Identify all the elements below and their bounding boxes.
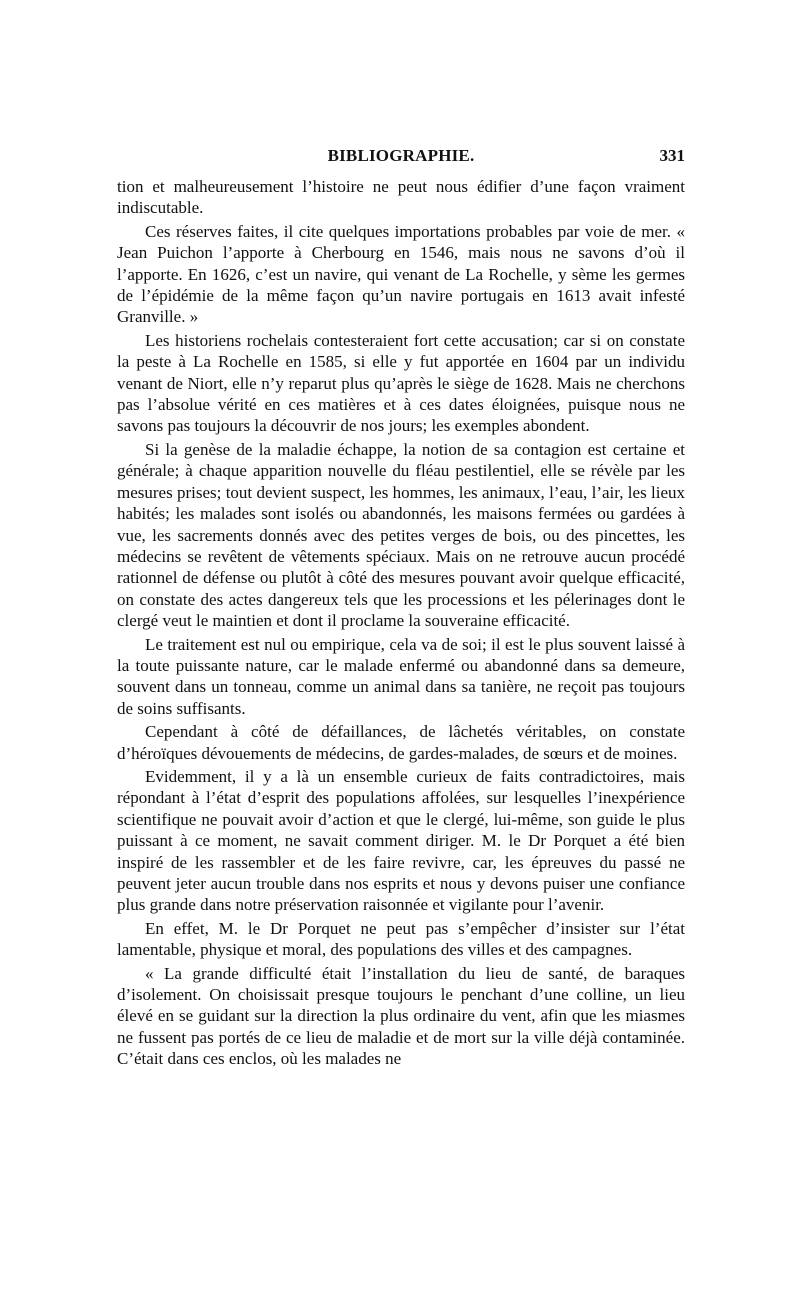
body-text <box>117 176 685 1070</box>
paragraph: Evidemment, il y a là un ensemble curieux de faits contradictoires, mais répondant à l’état d’esprit des populations affolées, sur lesquelles l’inexpérience scientifique ne pouvait avoir d’action et que le clergé, lui-même, son guide le plus puissant à ce moment, ne savait comment diriger. M. le Dr Porquet a été bien inspiré de les rassembler et de les faire revivre, car, les épreuves du passé ne peuvent jeter aucun trouble dans nos esprits et nous y devons puiser une confiance plus grande dans notre préservation raisonnée et vigilante pour l’avenir. <box>117 766 685 915</box>
paragraph: Les historiens rochelais contesteraient fort cette accusation; car si on constate la peste à La Rochelle en 1585, si elle y fut apportée en 1604 par un individu venant de Niort, elle n’y reparut plus qu’après le siège de 1628. Mais ne cherchons pas l’absolue vérité en ces matières et à ces dates éloignées, puisque nous ne savons pas toujours la découvrir de nos jours; les exemples abondent. <box>117 330 685 436</box>
page-number: 331 <box>659 146 685 165</box>
paragraph-continued: tion et malheureusement l’histoire ne peut nous édifier d’une façon vraiment indiscutable. <box>117 177 685 218</box>
paragraph: Le traitement est nul ou empirique, cela va de soi; il est le plus souvent laissé à la toute puissante nature, car le malade enfermé ou abandonné dans sa demeure, souvent dans un tonneau, comme un animal dans sa tanière, ne reçoit pas toujours de soins suffisants. <box>117 634 685 718</box>
paragraph: Ces réserves faites, il cite quelques importations probables par voie de mer. « Jean Puichon l’apporte à Cherbourg en 1546, mais nous ne savons d’où il l’apporte. En 1626, c’est un navire, qui venant de La Rochelle, y sème les germes de l’épidémie de la même façon qu’un navire portugais en 1613 avait infesté Granville. » <box>117 221 685 327</box>
running-title: BIBLIOGRAPHIE. <box>327 146 475 165</box>
paragraph: « La grande difficulté était l’installation du lieu de santé, de baraques d’isolement. On choisissait presque toujours le penchant d’une colline, un lieu élevé en se guidant sur la direction la plus ordinaire du vent, afin que les miasmes ne fussent pas portés de ce lieu de maladie et de mort sur la ville déjà contaminée. C’était dans ces enclos, où les malades ne <box>117 963 685 1069</box>
paragraph: Cependant à côté de défaillances, de lâchetés véritables, on constate d’héroïques dévouements de médecins, de gardes-malades, de sœurs et de moines. <box>117 722 685 763</box>
paragraph: Si la genèse de la maladie échappe, la notion de sa contagion est certaine et générale; à chaque apparition nouvelle du fléau pestilentiel, elle se révèle par les mesures prises; tout devient suspect, les hommes, les animaux, l’eau, l’air, les lieux habités; les malades sont isolés ou abandonnés, les maisons fermées ou gardées à vue, les sacrements donnés avec des petites verges de bois, ou des pincettes, les médecins se revêtent de vêtements spéciaux. Mais on ne retrouve aucun procédé rationnel de défense ou plutôt à côté des mesures pouvant avoir quelque efficacité, on constate des actes dangereux tels que les processions et les pélerinages dont le clergé veut le maintien et dont il proclame la souveraine efficacité. <box>117 439 685 631</box>
paragraph: En effet, M. le Dr Porquet ne peut pas s’empêcher d’insister sur l’état lamentable, physique et moral, des populations des villes et des campagnes. <box>117 918 685 960</box>
running-head <box>117 146 685 170</box>
